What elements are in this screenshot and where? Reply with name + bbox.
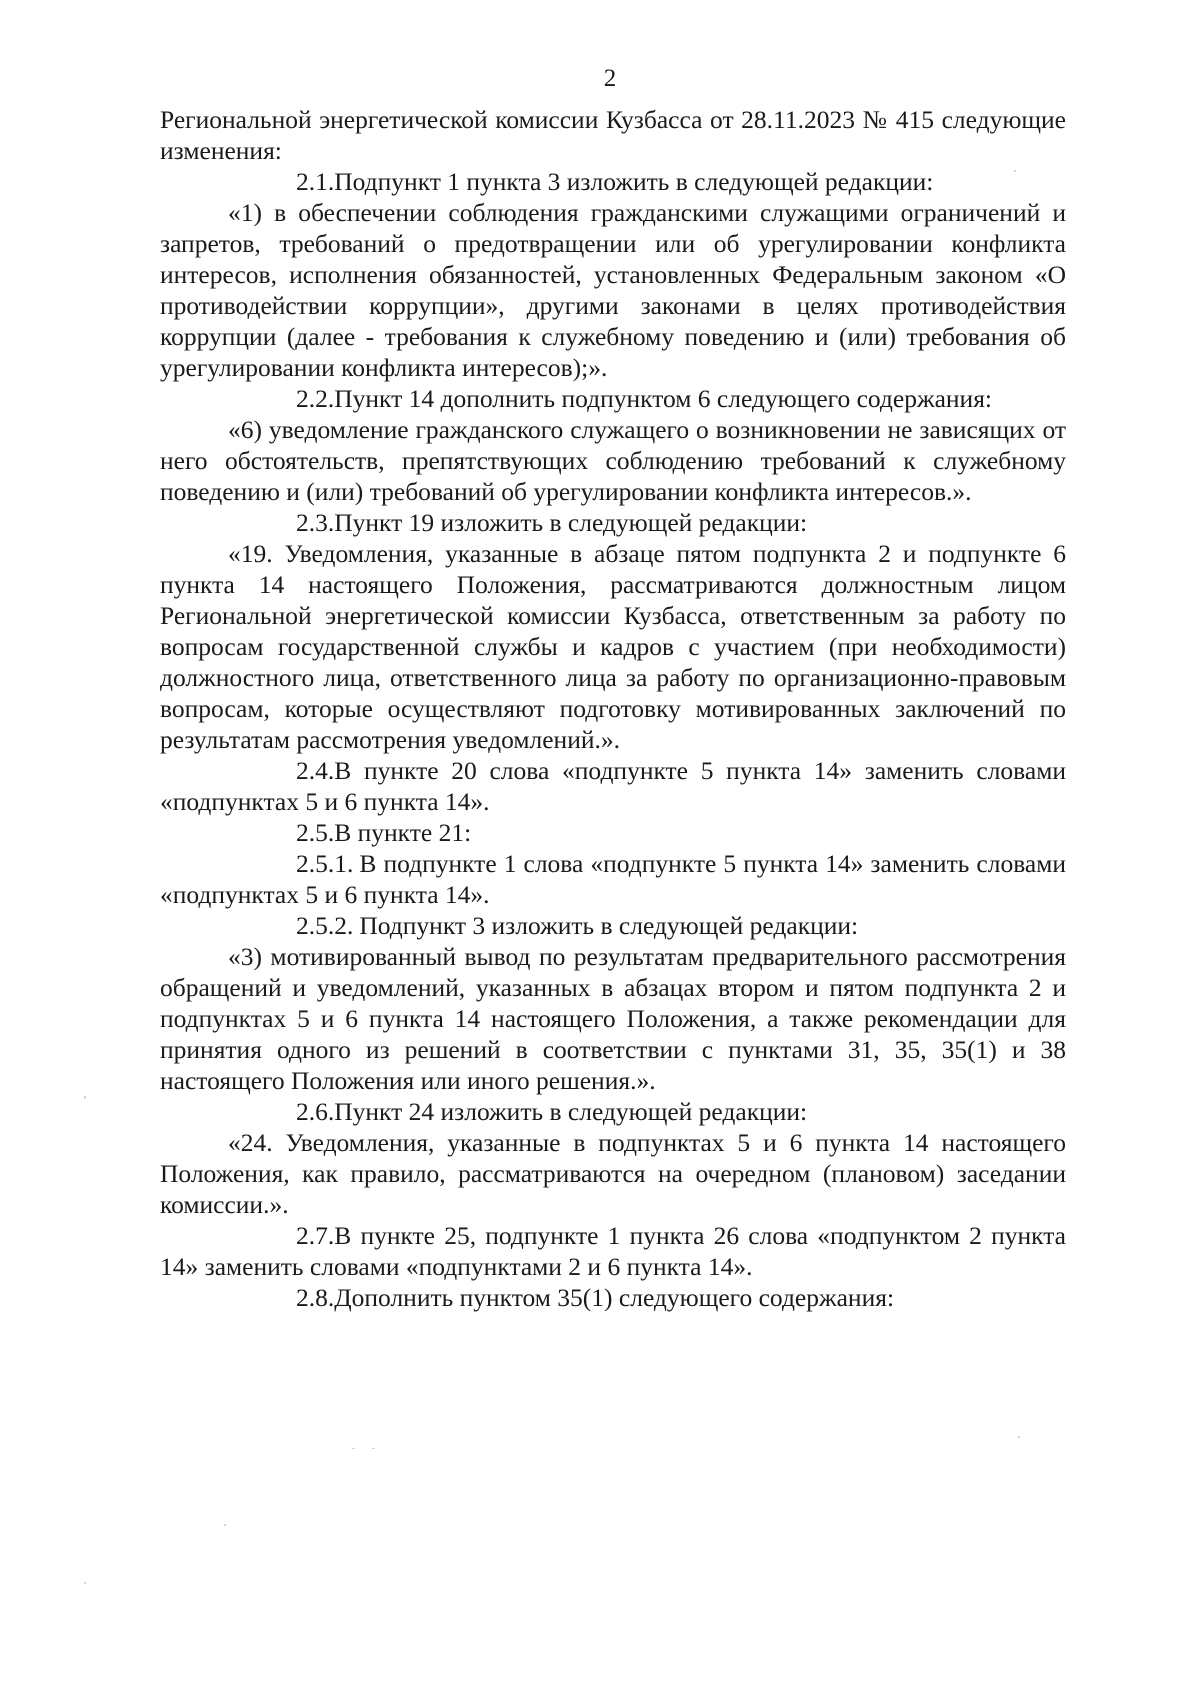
scan-speck (352, 1448, 355, 1449)
paragraph-text: Подпункт 1 пункта 3 изложить в следующей редакции: (334, 167, 934, 196)
paragraph-2-3 (160, 507, 1066, 538)
paragraph-number: 2.5.1. (296, 849, 354, 878)
paragraph-quote-point-24 (160, 1127, 1066, 1220)
paragraph-text: В пункте 20 слова «подпункте 5 пункта 14» заменить словами «подпунктах 5 и 6 пункта 14». (160, 756, 1066, 816)
paragraph-text: Региональной энергетической комиссии Кузбасса от 28.11.2023 № 415 следующие изменения: (160, 105, 1066, 165)
paragraph-text: В пункте 21: (334, 818, 472, 847)
paragraph-text: «1) в обеспечении соблюдения гражданскими служащими ограничений и запретов, требований о предотвращении или об урегулировании конфликта интересов, исполнения обязанностей, установленных Федеральным законом «О противодействии коррупции», другими законами в целях противодействия коррупции (далее - требования к служебному поведению и (или) требования об урегулировании конфликта интересов);». (160, 198, 1066, 382)
paragraph-number: 2.5. (296, 818, 335, 847)
paragraph-2-5-2 (160, 910, 1066, 941)
paragraph-text: «19. Уведомления, указанные в абзаце пятом подпункта 2 и подпункте 6 пункта 14 настоящего Положения, рассматриваются должностным лицом Региональной энергетической комиссии Кузбасса, ответственным за работу по вопросам государственной службы и кадров с участием (при необходимости) должностного лица, ответственного лица за работу по организационно-правовым вопросам, которые осуществляют подготовку мотивированных заключений по результатам рассмотрения уведомлений.». (160, 539, 1066, 754)
scan-speck (372, 1448, 375, 1449)
paragraph-2-7 (160, 1220, 1066, 1282)
paragraph-text: «3) мотивированный вывод по результатам предварительного рассмотрения обращений и уведомлений, указанных в абзацах втором и пятом подпункта 2 и подпунктах 5 и 6 пункта 14 настоящего Положения, а также рекомендации для принятия одного из решений в соответствии с пунктами 31, 35, 35(1) и 38 настоящего Положения или иного решения.». (160, 942, 1066, 1095)
paragraph-2-5 (160, 817, 1066, 848)
scan-speck (224, 1524, 226, 1526)
scan-speck (1018, 1436, 1020, 1438)
paragraph-number: 2.8. (296, 1283, 335, 1312)
paragraph-number: 2.1. (296, 167, 335, 196)
page-number: 2 (603, 65, 617, 92)
paragraph-number: 2.5.2. (296, 911, 354, 940)
paragraph-number: 2.4. (296, 756, 335, 785)
paragraph-text: В пункте 25, подпункте 1 пункта 26 слова «подпунктом 2 пункта 14» заменить словами «подпунктами 2 и 6 пункта 14». (160, 1221, 1066, 1281)
paragraph-2-5-1 (160, 848, 1066, 910)
scan-speck (1014, 170, 1016, 172)
paragraph-text: Пункт 24 изложить в следующей редакции: (334, 1097, 808, 1126)
paragraph-quote-subpoint-1 (160, 197, 1066, 383)
paragraph-2-1 (160, 166, 1066, 197)
paragraph-number: 2.7. (296, 1221, 335, 1250)
paragraph-2-8 (160, 1282, 1066, 1313)
paragraph-intro-continuation (160, 104, 1066, 166)
paragraph-2-2 (160, 383, 1066, 414)
scan-speck (84, 1096, 86, 1099)
paragraph-number: 2.2. (296, 384, 335, 413)
paragraph-text: «24. Уведомления, указанные в подпунктах 5 и 6 пункта 14 настоящего Положения, как правило, рассматриваются на очередном (плановом) заседании комиссии.». (160, 1128, 1066, 1219)
paragraph-2-6 (160, 1096, 1066, 1127)
paragraph-quote-subpoint-3 (160, 941, 1066, 1096)
paragraph-quote-subpoint-6 (160, 414, 1066, 507)
paragraph-text: «6) уведомление гражданского служащего о возникновении не зависящих от него обстоятельств, препятствующих соблюдению требований к служебному поведению и (или) требований об урегулировании конфликта интересов.». (160, 415, 1066, 506)
paragraph-text: В подпункте 1 слова «подпункте 5 пункта 14» заменить словами «подпунктах 5 и 6 пункта 14». (160, 849, 1066, 909)
paragraph-number: 2.6. (296, 1097, 335, 1126)
paragraph-number: 2.3. (296, 508, 335, 537)
paragraph-quote-point-19 (160, 538, 1066, 755)
paragraph-text: Дополнить пунктом 35(1) следующего содержания: (334, 1283, 895, 1312)
document-body (160, 104, 1066, 1313)
paragraph-text: Подпункт 3 изложить в следующей редакции: (359, 911, 859, 940)
scan-speck (84, 1582, 86, 1584)
paragraph-text: Пункт 19 изложить в следующей редакции: (334, 508, 808, 537)
paragraph-2-4 (160, 755, 1066, 817)
paragraph-text: Пункт 14 дополнить подпунктом 6 следующего содержания: (334, 384, 993, 413)
